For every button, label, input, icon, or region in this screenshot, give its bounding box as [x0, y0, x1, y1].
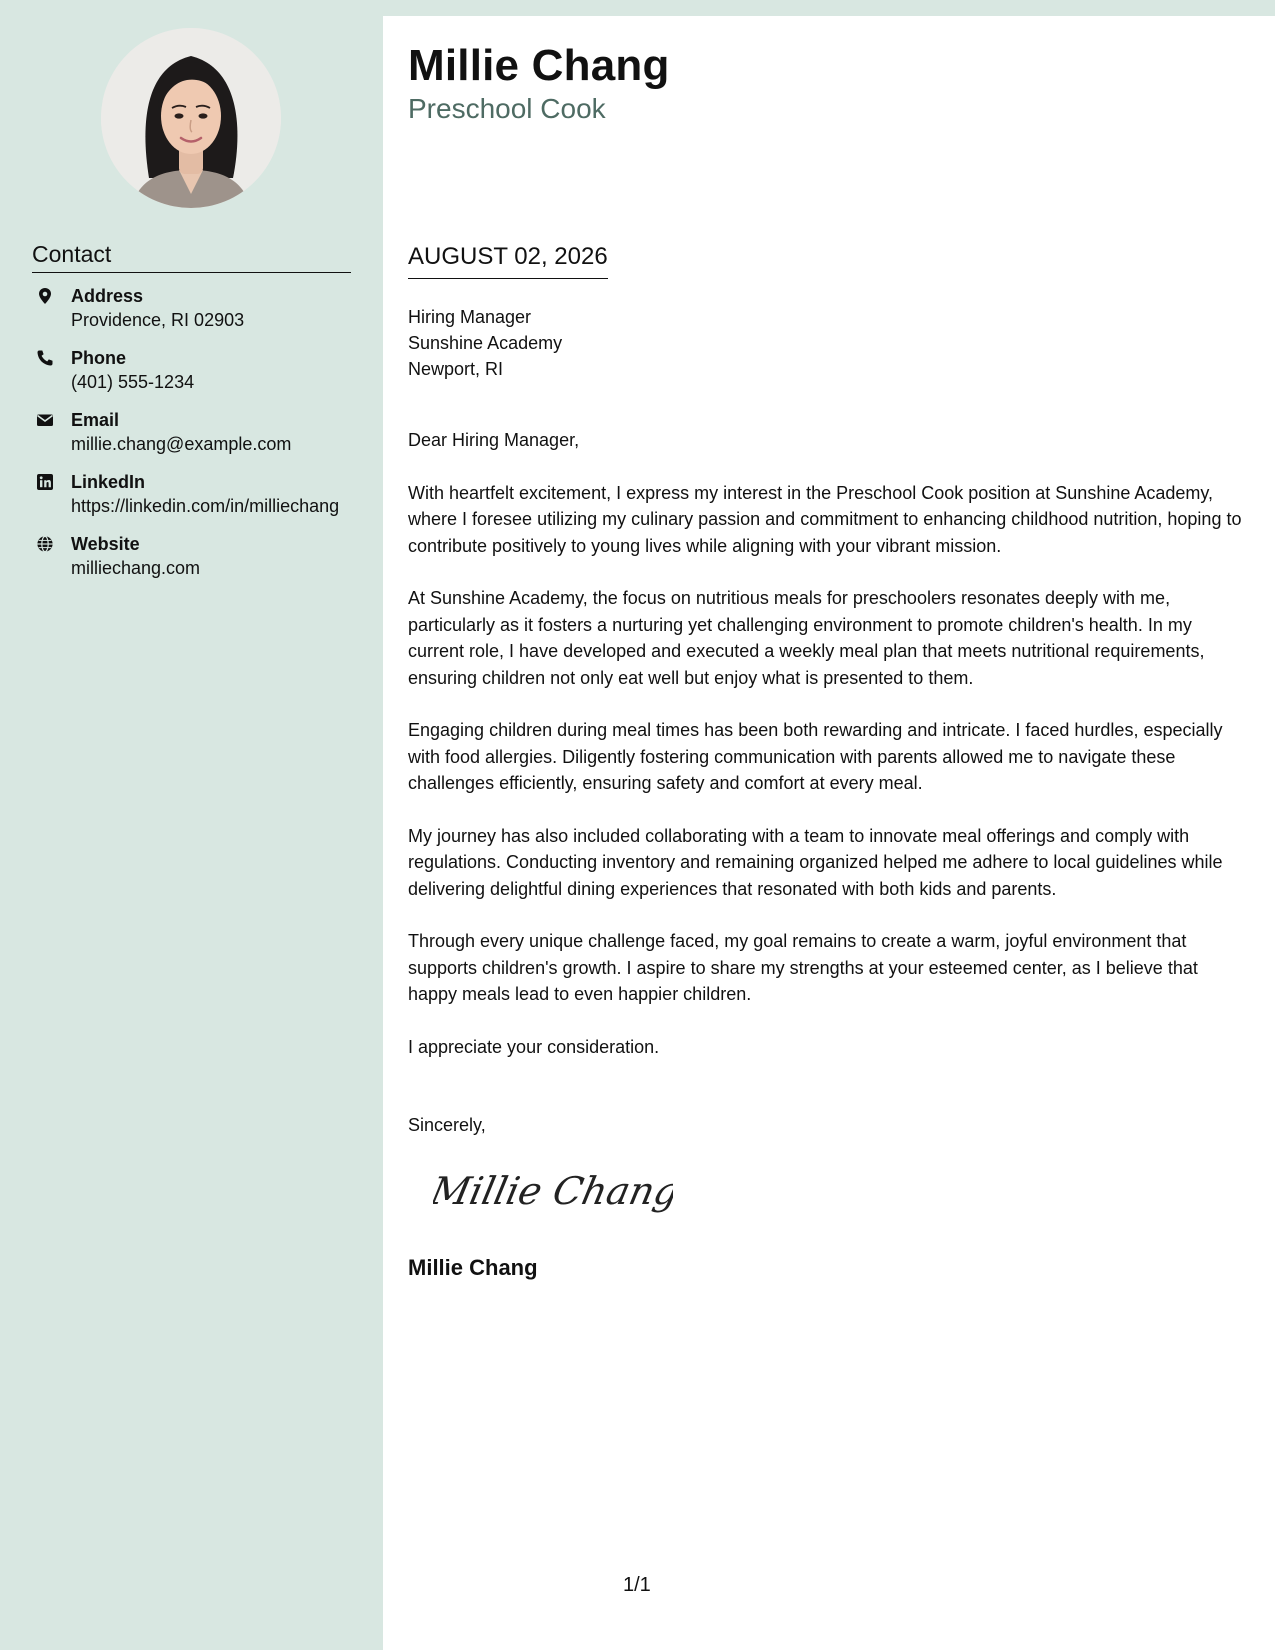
contact-item-address: [32, 284, 352, 332]
body-paragraph: At Sunshine Academy, the focus on nutritious meals for preschoolers resonates deeply with me, particularly as it fosters a nurturing yet challenging environment to promote children's health. In my current role, I have developed and executed a weekly meal plan that meets nutritional requirements, ensuring children not only eat well but enjoy what is presented to them.: [408, 588, 1205, 688]
contact-label-phone: Phone: [71, 348, 127, 368]
contact-item-linkedin: [32, 470, 352, 518]
contact-heading: Contact: [32, 240, 351, 273]
body-paragraph: Engaging children during meal times has been both rewarding and intricate. I faced hurdles, especially with food allergies. Diligently fostering communication with parents allowed me to navigate these challenges efficiently, ensuring safety and comfort at every meal.: [408, 720, 1223, 793]
signed-name: Millie Chang: [408, 1255, 538, 1280]
greeting: Dear Hiring Manager,: [408, 430, 580, 450]
page-number: 1/1: [623, 1574, 651, 1596]
contact-label-linkedin: LinkedIn: [71, 472, 146, 492]
email-value: millie.chang@example.com: [71, 434, 292, 454]
map-pin-icon: [36, 287, 54, 305]
linkedin-icon: [36, 473, 54, 491]
envelope-icon: [36, 411, 54, 429]
phone-icon: [36, 349, 54, 367]
contact-item-phone: [32, 346, 352, 394]
recipient-line: Sunshine Academy: [408, 333, 563, 353]
body-paragraph: With heartfelt excitement, I express my interest in the Preschool Cook position at Sunshine Academy, where I foresee utilizing my culinary passion and commitment to enhancing childhood nutrition, hoping to contribute positively to young lives while aligning with your vibrant mission.: [408, 482, 1242, 556]
contact-label-website: Website: [71, 534, 140, 554]
sidebar: [0, 0, 383, 1650]
letter-body: [408, 427, 1248, 1086]
job-title: Preschool Cook: [408, 93, 606, 124]
recipient-line: Newport, RI: [408, 359, 504, 379]
recipient-block: [408, 304, 562, 382]
contact-item-email: [32, 408, 352, 456]
body-paragraph: My journey has also included collaborating with a team to innovate meal offerings and comply with regulations. Conducting inventory and remaining organized helped me adhere to local guidelines while delivering delightful dining experiences that resonated with both kids and parents.: [408, 825, 1223, 899]
letter-date: AUGUST 02, 2026: [408, 242, 608, 279]
address-value: Providence, RI 02903: [71, 310, 245, 330]
handwritten-signature: [433, 1156, 673, 1226]
letter-main: [383, 16, 1275, 1650]
globe-icon: [36, 535, 54, 553]
contact-label-email: Email: [71, 410, 120, 430]
contact-label-address: Address: [71, 286, 144, 306]
recipient-line: Hiring Manager: [408, 307, 532, 327]
body-paragraph: Through every unique challenge faced, my goal remains to create a warm, joyful environment that supports children's growth. I aspire to share my strengths at your esteemed center, as I believe that happy meals lead to even happier children.: [408, 931, 1198, 1004]
contact-list: [32, 284, 352, 594]
body-paragraph: I appreciate your consideration.: [408, 1036, 660, 1057]
phone-value: (401) 555-1234: [71, 372, 195, 392]
signature-graphic: Millie Chang: [433, 1169, 673, 1214]
contact-item-website: [32, 532, 352, 580]
avatar-portrait-image: [101, 28, 281, 208]
website-value: milliechang.com: [71, 558, 201, 578]
avatar: [101, 28, 281, 208]
closing: Sincerely,: [408, 1115, 486, 1135]
applicant-name: Millie Chang: [408, 41, 670, 90]
linkedin-value: https://linkedin.com/in/milliechang: [71, 496, 340, 516]
